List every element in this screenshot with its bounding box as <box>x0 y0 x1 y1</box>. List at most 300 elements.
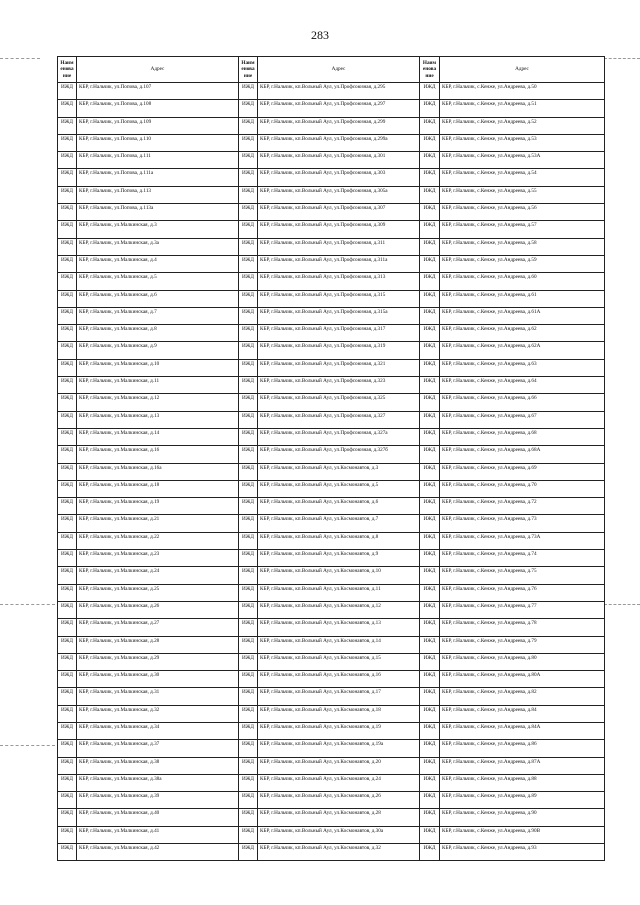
address-cell: КБР, г.Нальчик, кп.Вольный Аул, ул.Профсоюзная, д.325 <box>258 394 420 411</box>
address-cell: КБР, г.Нальчик, с.Кенже, ул.Андреева, д.87А <box>440 757 605 774</box>
table-row <box>58 498 605 515</box>
scan-margin-line <box>604 58 640 59</box>
table-row <box>58 152 605 169</box>
table-row <box>58 826 605 843</box>
address-cell: КБР, г.Нальчик, с.Кенже, ул.Андреева, д.84А <box>440 722 605 739</box>
object-type-cell: ИЖД <box>420 567 440 584</box>
object-type-cell: ИЖД <box>239 238 258 255</box>
address-cell: КБР, г.Нальчик, кп.Вольный Аул, ул.Космонавтов, д.24 <box>258 774 420 791</box>
object-type-cell: ИЖД <box>58 221 77 238</box>
table-row <box>58 722 605 739</box>
address-cell: КБР, г.Нальчик, с.Кенже, ул.Андреева, д.69 <box>440 463 605 480</box>
address-cell: КБР, г.Нальчик, кп.Вольный Аул, ул.Профсоюзная, д.327б <box>258 446 420 463</box>
address-cell: КБР, г.Нальчик, ул.Малкинская, д.30 <box>77 671 239 688</box>
address-cell: КБР, г.Нальчик, ул.Малкинская, д.19 <box>77 498 239 515</box>
address-cell: КБР, г.Нальчик, кп.Вольный Аул, ул.Космонавтов, д.28 <box>258 809 420 826</box>
address-cell: КБР, г.Нальчик, ул.Малкинская, д.40 <box>77 809 239 826</box>
address-cell: КБР, г.Нальчик, с.Кенже, ул.Андреева, д.77 <box>440 601 605 618</box>
object-type-cell: ИЖД <box>420 273 440 290</box>
object-type-cell: ИЖД <box>420 394 440 411</box>
address-cell: КБР, г.Нальчик, ул.Малкинская, д.13 <box>77 411 239 428</box>
object-type-cell: ИЖД <box>239 515 258 532</box>
address-cell: КБР, г.Нальчик, ул.Малкинская, д.7 <box>77 307 239 324</box>
object-type-cell: ИЖД <box>58 688 77 705</box>
object-type-cell: ИЖД <box>420 532 440 549</box>
object-type-cell: ИЖД <box>239 169 258 186</box>
address-cell: КБР, г.Нальчик, с.Кенже, ул.Андреева, д.64 <box>440 377 605 394</box>
table-row <box>58 757 605 774</box>
object-type-cell: ИЖД <box>420 740 440 757</box>
address-column-header: Адрес <box>258 57 420 83</box>
table-row <box>58 671 605 688</box>
object-type-cell: ИЖД <box>239 550 258 567</box>
table-row <box>58 100 605 117</box>
address-cell: КБР, г.Нальчик, с.Кенже, ул.Андреева, д.51 <box>440 100 605 117</box>
object-type-cell: ИЖД <box>58 515 77 532</box>
address-cell: КБР, г.Нальчик, кп.Вольный Аул, ул.Профсоюзная, д.303 <box>258 169 420 186</box>
object-type-cell: ИЖД <box>239 567 258 584</box>
object-type-cell: ИЖД <box>420 463 440 480</box>
address-cell: КБР, г.Нальчик, ул.Малкинская, д.23 <box>77 550 239 567</box>
object-type-cell: ИЖД <box>239 463 258 480</box>
object-type-cell: ИЖД <box>420 705 440 722</box>
table-header-row <box>58 57 605 83</box>
object-type-cell: ИЖД <box>239 601 258 618</box>
object-type-cell: ИЖД <box>420 83 440 100</box>
address-cell: КБР, г.Нальчик, с.Кенже, ул.Андреева, д.86 <box>440 740 605 757</box>
object-type-cell: ИЖД <box>58 238 77 255</box>
address-cell: КБР, г.Нальчик, кп.Вольный Аул, ул.Космонавтов, д.13 <box>258 619 420 636</box>
object-type-cell: ИЖД <box>239 152 258 169</box>
table-row <box>58 653 605 670</box>
table-row <box>58 774 605 791</box>
address-cell: КБР, г.Нальчик, ул.Попова, д.111 <box>77 152 239 169</box>
address-cell: КБР, г.Нальчик, кп.Вольный Аул, ул.Профсоюзная, д.317 <box>258 325 420 342</box>
object-type-cell: ИЖД <box>420 498 440 515</box>
address-cell: КБР, г.Нальчик, ул.Попова, д.107 <box>77 83 239 100</box>
object-type-cell: ИЖД <box>239 740 258 757</box>
object-type-cell: ИЖД <box>58 463 77 480</box>
object-type-cell: ИЖД <box>58 152 77 169</box>
address-cell: КБР, г.Нальчик, кп.Вольный Аул, ул.Космонавтов, д.5 <box>258 480 420 497</box>
address-cell: КБР, г.Нальчик, ул.Малкинская, д.22 <box>77 532 239 549</box>
address-cell: КБР, г.Нальчик, ул.Малкинская, д.32 <box>77 705 239 722</box>
address-cell: КБР, г.Нальчик, ул.Малкинская, д.29 <box>77 653 239 670</box>
address-cell: КБР, г.Нальчик, ул.Малкинская, д.34 <box>77 722 239 739</box>
table-row <box>58 186 605 203</box>
object-type-cell: ИЖД <box>58 307 77 324</box>
object-type-cell: ИЖД <box>239 394 258 411</box>
object-type-cell: ИЖД <box>420 809 440 826</box>
object-type-cell: ИЖД <box>420 238 440 255</box>
object-type-cell: ИЖД <box>58 584 77 601</box>
address-cell: КБР, г.Нальчик, ул.Попова, д.113а <box>77 204 239 221</box>
address-cell: КБР, г.Нальчик, с.Кенже, ул.Андреева, д.90 <box>440 809 605 826</box>
table-row <box>58 359 605 376</box>
address-cell: КБР, г.Нальчик, с.Кенже, ул.Андреева, д.75 <box>440 567 605 584</box>
table-row <box>58 238 605 255</box>
address-cell: КБР, г.Нальчик, кп.Вольный Аул, ул.Профсоюзная, д.327а <box>258 428 420 445</box>
address-cell: КБР, г.Нальчик, кп.Вольный Аул, ул.Космонавтов, д.15 <box>258 653 420 670</box>
object-type-cell: ИЖД <box>420 601 440 618</box>
address-cell: КБР, г.Нальчик, с.Кенже, ул.Андреева, д.57 <box>440 221 605 238</box>
address-cell: КБР, г.Нальчик, с.Кенже, ул.Андреева, д.93 <box>440 844 605 861</box>
address-cell: КБР, г.Нальчик, с.Кенже, ул.Андреева, д.55 <box>440 186 605 203</box>
object-type-cell: ИЖД <box>58 774 77 791</box>
object-type-cell: ИЖД <box>420 428 440 445</box>
address-cell: КБР, г.Нальчик, с.Кенже, ул.Андреева, д.67 <box>440 411 605 428</box>
type-column-header: Наим енова ние <box>239 57 258 83</box>
table-row <box>58 273 605 290</box>
address-column-header: Адрес <box>77 57 239 83</box>
address-cell: КБР, г.Нальчик, с.Кенже, ул.Андреева, д.56 <box>440 204 605 221</box>
object-type-cell: ИЖД <box>239 705 258 722</box>
object-type-cell: ИЖД <box>420 342 440 359</box>
object-type-cell: ИЖД <box>239 377 258 394</box>
address-cell: КБР, г.Нальчик, ул.Малкинская, д.27 <box>77 619 239 636</box>
address-cell: КБР, г.Нальчик, с.Кенже, ул.Андреева, д.52 <box>440 117 605 134</box>
table-row <box>58 307 605 324</box>
address-cell: КБР, г.Нальчик, ул.Малкинская, д.41 <box>77 826 239 843</box>
address-cell: КБР, г.Нальчик, с.Кенже, ул.Андреева, д.62 <box>440 325 605 342</box>
address-cell: КБР, г.Нальчик, кп.Вольный Аул, ул.Профсоюзная, д.301 <box>258 152 420 169</box>
address-cell: КБР, г.Нальчик, кп.Вольный Аул, ул.Космонавтов, д.10 <box>258 567 420 584</box>
address-cell: КБР, г.Нальчик, ул.Попова, д.110 <box>77 134 239 151</box>
address-cell: КБР, г.Нальчик, кп.Вольный Аул, ул.Профсоюзная, д.299 <box>258 117 420 134</box>
address-cell: КБР, г.Нальчик, ул.Малкинская, д.12 <box>77 394 239 411</box>
object-type-cell: ИЖД <box>420 325 440 342</box>
address-cell: КБР, г.Нальчик, с.Кенже, ул.Андреева, д.53А <box>440 152 605 169</box>
object-type-cell: ИЖД <box>420 221 440 238</box>
address-cell: КБР, г.Нальчик, ул.Малкинская, д.16а <box>77 463 239 480</box>
object-type-cell: ИЖД <box>58 394 77 411</box>
table-row <box>58 446 605 463</box>
object-type-cell: ИЖД <box>420 792 440 809</box>
object-type-cell: ИЖД <box>239 844 258 861</box>
object-type-cell: ИЖД <box>58 826 77 843</box>
address-cell: КБР, г.Нальчик, кп.Вольный Аул, ул.Профсоюзная, д.327 <box>258 411 420 428</box>
address-cell: КБР, г.Нальчик, ул.Малкинская, д.4 <box>77 255 239 272</box>
address-cell: КБР, г.Нальчик, кп.Вольный Аул, ул.Профсоюзная, д.323 <box>258 377 420 394</box>
object-type-cell: ИЖД <box>420 411 440 428</box>
address-cell: КБР, г.Нальчик, ул.Малкинская, д.11 <box>77 377 239 394</box>
object-type-cell: ИЖД <box>420 290 440 307</box>
address-cell: КБР, г.Нальчик, ул.Попова, д.113 <box>77 186 239 203</box>
address-cell: КБР, г.Нальчик, с.Кенже, ул.Андреева, д.70 <box>440 480 605 497</box>
object-type-cell: ИЖД <box>420 359 440 376</box>
object-type-cell: ИЖД <box>420 774 440 791</box>
address-cell: КБР, г.Нальчик, с.Кенже, ул.Андреева, д.80А <box>440 671 605 688</box>
address-cell: КБР, г.Нальчик, кп.Вольный Аул, ул.Космонавтов, д.20 <box>258 757 420 774</box>
address-cell: КБР, г.Нальчик, с.Кенже, ул.Андреева, д.66 <box>440 394 605 411</box>
object-type-cell: ИЖД <box>58 550 77 567</box>
object-type-cell: ИЖД <box>420 757 440 774</box>
address-cell: КБР, г.Нальчик, с.Кенже, ул.Андреева, д.84 <box>440 705 605 722</box>
object-type-cell: ИЖД <box>239 446 258 463</box>
object-type-cell: ИЖД <box>420 134 440 151</box>
address-cell: КБР, г.Нальчик, кп.Вольный Аул, ул.Космонавтов, д.17 <box>258 688 420 705</box>
object-type-cell: ИЖД <box>58 757 77 774</box>
address-cell: КБР, г.Нальчик, с.Кенже, ул.Андреева, д.73А <box>440 532 605 549</box>
address-cell: КБР, г.Нальчик, с.Кенже, ул.Андреева, д.50 <box>440 83 605 100</box>
address-cell: КБР, г.Нальчик, ул.Малкинская, д.18 <box>77 480 239 497</box>
object-type-cell: ИЖД <box>420 117 440 134</box>
address-cell: КБР, г.Нальчик, кп.Вольный Аул, ул.Профсоюзная, д.315а <box>258 307 420 324</box>
table-row <box>58 83 605 100</box>
address-cell: КБР, г.Нальчик, кп.Вольный Аул, ул.Космонавтов, д.11 <box>258 584 420 601</box>
object-type-cell: ИЖД <box>58 480 77 497</box>
address-cell: КБР, г.Нальчик, ул.Попова, д.108 <box>77 100 239 117</box>
address-cell: КБР, г.Нальчик, ул.Малкинская, д.14 <box>77 428 239 445</box>
type-column-header: Наим енова ние <box>58 57 77 83</box>
address-cell: КБР, г.Нальчик, ул.Малкинская, д.21 <box>77 515 239 532</box>
object-type-cell: ИЖД <box>239 532 258 549</box>
address-cell: КБР, г.Нальчик, с.Кенже, ул.Андреева, д.90В <box>440 826 605 843</box>
object-type-cell: ИЖД <box>239 498 258 515</box>
object-type-cell: ИЖД <box>58 204 77 221</box>
object-type-cell: ИЖД <box>239 273 258 290</box>
scan-margin-line <box>0 604 55 605</box>
object-type-cell: ИЖД <box>239 688 258 705</box>
object-type-cell: ИЖД <box>58 359 77 376</box>
table-row <box>58 325 605 342</box>
object-type-cell: ИЖД <box>58 134 77 151</box>
address-cell: КБР, г.Нальчик, ул.Малкинская, д.8 <box>77 325 239 342</box>
object-type-cell: ИЖД <box>420 480 440 497</box>
address-cell: КБР, г.Нальчик, кп.Вольный Аул, ул.Космонавтов, д.9 <box>258 550 420 567</box>
table-row <box>58 688 605 705</box>
object-type-cell: ИЖД <box>58 722 77 739</box>
address-cell: КБР, г.Нальчик, ул.Малкинская, д.42 <box>77 844 239 861</box>
table-row <box>58 463 605 480</box>
address-cell: КБР, г.Нальчик, ул.Малкинская, д.16 <box>77 446 239 463</box>
object-type-cell: ИЖД <box>420 255 440 272</box>
object-type-cell: ИЖД <box>239 204 258 221</box>
object-type-cell: ИЖД <box>58 342 77 359</box>
object-type-cell: ИЖД <box>58 273 77 290</box>
table-body <box>58 83 605 861</box>
address-cell: КБР, г.Нальчик, с.Кенже, ул.Андреева, д.74 <box>440 550 605 567</box>
address-cell: КБР, г.Нальчик, с.Кенже, ул.Андреева, д.54 <box>440 169 605 186</box>
address-cell: КБР, г.Нальчик, с.Кенже, ул.Андреева, д.63 <box>440 359 605 376</box>
object-type-cell: ИЖД <box>239 186 258 203</box>
object-type-cell: ИЖД <box>420 204 440 221</box>
scan-margin-line <box>0 745 55 746</box>
table-row <box>58 411 605 428</box>
object-type-cell: ИЖД <box>58 792 77 809</box>
object-type-cell: ИЖД <box>58 601 77 618</box>
address-cell: КБР, г.Нальчик, с.Кенже, ул.Андреева, д.80 <box>440 653 605 670</box>
object-type-cell: ИЖД <box>420 152 440 169</box>
object-type-cell: ИЖД <box>420 186 440 203</box>
table-row <box>58 255 605 272</box>
address-cell: КБР, г.Нальчик, кп.Вольный Аул, ул.Профсоюзная, д.297 <box>258 100 420 117</box>
object-type-cell: ИЖД <box>58 809 77 826</box>
object-type-cell: ИЖД <box>420 636 440 653</box>
address-cell: КБР, г.Нальчик, кп.Вольный Аул, ул.Профсоюзная, д.311а <box>258 255 420 272</box>
address-cell: КБР, г.Нальчик, кп.Вольный Аул, ул.Космонавтов, д.3 <box>258 463 420 480</box>
object-type-cell: ИЖД <box>58 844 77 861</box>
table-row <box>58 567 605 584</box>
object-type-cell: ИЖД <box>58 325 77 342</box>
table-row <box>58 809 605 826</box>
table-row <box>58 792 605 809</box>
object-type-cell: ИЖД <box>58 290 77 307</box>
address-cell: КБР, г.Нальчик, ул.Малкинская, д.39 <box>77 792 239 809</box>
address-cell: КБР, г.Нальчик, с.Кенже, ул.Андреева, д.59 <box>440 255 605 272</box>
address-cell: КБР, г.Нальчик, кп.Вольный Аул, ул.Профсоюзная, д.321 <box>258 359 420 376</box>
address-cell: КБР, г.Нальчик, ул.Попова, д.109 <box>77 117 239 134</box>
object-type-cell: ИЖД <box>239 221 258 238</box>
address-cell: КБР, г.Нальчик, кп.Вольный Аул, ул.Космонавтов, д.18 <box>258 705 420 722</box>
scan-margin-line <box>604 604 640 605</box>
table-row <box>58 342 605 359</box>
address-cell: КБР, г.Нальчик, ул.Попова, д.111а <box>77 169 239 186</box>
address-cell: КБР, г.Нальчик, кп.Вольный Аул, ул.Космонавтов, д.19 <box>258 722 420 739</box>
address-cell: КБР, г.Нальчик, кп.Вольный Аул, ул.Космонавтов, д.8 <box>258 532 420 549</box>
table-row <box>58 204 605 221</box>
address-cell: КБР, г.Нальчик, кп.Вольный Аул, ул.Профсоюзная, д.319 <box>258 342 420 359</box>
address-cell: КБР, г.Нальчик, кп.Вольный Аул, ул.Профсоюзная, д.315 <box>258 290 420 307</box>
object-type-cell: ИЖД <box>58 653 77 670</box>
address-cell: КБР, г.Нальчик, с.Кенже, ул.Андреева, д.79 <box>440 636 605 653</box>
address-cell: КБР, г.Нальчик, кп.Вольный Аул, ул.Космонавтов, д.16 <box>258 671 420 688</box>
table-row <box>58 377 605 394</box>
object-type-cell: ИЖД <box>239 671 258 688</box>
table-row <box>58 532 605 549</box>
address-cell: КБР, г.Нальчик, кп.Вольный Аул, ул.Профсоюзная, д.305а <box>258 186 420 203</box>
page-number: 283 <box>311 28 329 42</box>
object-type-cell: ИЖД <box>420 722 440 739</box>
address-cell: КБР, г.Нальчик, с.Кенже, ул.Андреева, д.61 <box>440 290 605 307</box>
address-register-table <box>57 56 605 861</box>
table-row <box>58 221 605 238</box>
object-type-cell: ИЖД <box>58 705 77 722</box>
object-type-cell: ИЖД <box>239 134 258 151</box>
address-cell: КБР, г.Нальчик, кп.Вольный Аул, ул.Космонавтов, д.7 <box>258 515 420 532</box>
object-type-cell: ИЖД <box>58 636 77 653</box>
object-type-cell: ИЖД <box>420 377 440 394</box>
object-type-cell: ИЖД <box>239 722 258 739</box>
object-type-cell: ИЖД <box>239 290 258 307</box>
address-cell: КБР, г.Нальчик, с.Кенже, ул.Андреева, д.88 <box>440 774 605 791</box>
object-type-cell: ИЖД <box>420 688 440 705</box>
object-type-cell: ИЖД <box>239 117 258 134</box>
address-cell: КБР, г.Нальчик, кп.Вольный Аул, ул.Профсоюзная, д.313 <box>258 273 420 290</box>
object-type-cell: ИЖД <box>239 480 258 497</box>
address-cell: КБР, г.Нальчик, кп.Вольный Аул, ул.Профсоюзная, д.311 <box>258 238 420 255</box>
object-type-cell: ИЖД <box>239 792 258 809</box>
object-type-cell: ИЖД <box>239 342 258 359</box>
object-type-cell: ИЖД <box>420 844 440 861</box>
address-cell: КБР, г.Нальчик, ул.Малкинская, д.38а <box>77 774 239 791</box>
address-cell: КБР, г.Нальчик, с.Кенже, ул.Андреева, д.73 <box>440 515 605 532</box>
address-cell: КБР, г.Нальчик, кп.Вольный Аул, ул.Космонавтов, д.32 <box>258 844 420 861</box>
object-type-cell: ИЖД <box>420 653 440 670</box>
address-cell: КБР, г.Нальчик, ул.Малкинская, д.38 <box>77 757 239 774</box>
address-cell: КБР, г.Нальчик, ул.Малкинская, д.6 <box>77 290 239 307</box>
table-row <box>58 550 605 567</box>
object-type-cell: ИЖД <box>239 653 258 670</box>
table-row <box>58 844 605 861</box>
object-type-cell: ИЖД <box>58 532 77 549</box>
object-type-cell: ИЖД <box>420 446 440 463</box>
address-cell: КБР, г.Нальчик, кп.Вольный Аул, ул.Профсоюзная, д.309 <box>258 221 420 238</box>
address-cell: КБР, г.Нальчик, с.Кенже, ул.Андреева, д.76 <box>440 584 605 601</box>
object-type-cell: ИЖД <box>239 757 258 774</box>
object-type-cell: ИЖД <box>420 826 440 843</box>
object-type-cell: ИЖД <box>58 100 77 117</box>
object-type-cell: ИЖД <box>239 255 258 272</box>
object-type-cell: ИЖД <box>239 83 258 100</box>
object-type-cell: ИЖД <box>239 100 258 117</box>
object-type-cell: ИЖД <box>58 740 77 757</box>
object-type-cell: ИЖД <box>420 550 440 567</box>
address-cell: КБР, г.Нальчик, кп.Вольный Аул, ул.Космонавтов, д.30а <box>258 826 420 843</box>
object-type-cell: ИЖД <box>420 584 440 601</box>
object-type-cell: ИЖД <box>58 169 77 186</box>
table-row <box>58 480 605 497</box>
object-type-cell: ИЖД <box>58 117 77 134</box>
address-cell: КБР, г.Нальчик, с.Кенже, ул.Андреева, д.61А <box>440 307 605 324</box>
address-cell: КБР, г.Нальчик, с.Кенже, ул.Андреева, д.89 <box>440 792 605 809</box>
address-cell: КБР, г.Нальчик, ул.Малкинская, д.3 <box>77 221 239 238</box>
address-cell: КБР, г.Нальчик, кп.Вольный Аул, ул.Космонавтов, д.19а <box>258 740 420 757</box>
object-type-cell: ИЖД <box>58 428 77 445</box>
address-cell: КБР, г.Нальчик, с.Кенже, ул.Андреева, д.58 <box>440 238 605 255</box>
object-type-cell: ИЖД <box>239 428 258 445</box>
address-cell: КБР, г.Нальчик, кп.Вольный Аул, ул.Профсоюзная, д.295 <box>258 83 420 100</box>
address-cell: КБР, г.Нальчик, с.Кенже, ул.Андреева, д.53 <box>440 134 605 151</box>
object-type-cell: ИЖД <box>58 498 77 515</box>
object-type-cell: ИЖД <box>58 411 77 428</box>
address-cell: КБР, г.Нальчик, с.Кенже, ул.Андреева, д.68А <box>440 446 605 463</box>
table-row <box>58 117 605 134</box>
address-column-header: Адрес <box>440 57 605 83</box>
table-row <box>58 619 605 636</box>
object-type-cell: ИЖД <box>239 619 258 636</box>
address-cell: КБР, г.Нальчик, с.Кенже, ул.Андреева, д.60 <box>440 273 605 290</box>
table-row <box>58 584 605 601</box>
address-cell: КБР, г.Нальчик, ул.Малкинская, д.10 <box>77 359 239 376</box>
object-type-cell: ИЖД <box>420 100 440 117</box>
address-cell: КБР, г.Нальчик, ул.Малкинская, д.24 <box>77 567 239 584</box>
address-cell: КБР, г.Нальчик, ул.Малкинская, д.26 <box>77 601 239 618</box>
address-cell: КБР, г.Нальчик, ул.Малкинская, д.5 <box>77 273 239 290</box>
object-type-cell: ИЖД <box>239 325 258 342</box>
address-cell: КБР, г.Нальчик, с.Кенже, ул.Андреева, д.62А <box>440 342 605 359</box>
table-row <box>58 636 605 653</box>
object-type-cell: ИЖД <box>58 83 77 100</box>
address-cell: КБР, г.Нальчик, ул.Малкинская, д.25 <box>77 584 239 601</box>
table-row <box>58 705 605 722</box>
address-cell: КБР, г.Нальчик, с.Кенже, ул.Андреева, д.68 <box>440 428 605 445</box>
object-type-cell: ИЖД <box>239 774 258 791</box>
address-cell: КБР, г.Нальчик, ул.Малкинская, д.9 <box>77 342 239 359</box>
object-type-cell: ИЖД <box>58 619 77 636</box>
address-cell: КБР, г.Нальчик, ул.Малкинская, д.28 <box>77 636 239 653</box>
object-type-cell: ИЖД <box>58 377 77 394</box>
object-type-cell: ИЖД <box>58 186 77 203</box>
object-type-cell: ИЖД <box>239 826 258 843</box>
table-row <box>58 428 605 445</box>
object-type-cell: ИЖД <box>58 671 77 688</box>
table-row <box>58 134 605 151</box>
table-row <box>58 394 605 411</box>
object-type-cell: ИЖД <box>58 567 77 584</box>
address-cell: КБР, г.Нальчик, кп.Вольный Аул, ул.Космонавтов, д.14 <box>258 636 420 653</box>
object-type-cell: ИЖД <box>239 411 258 428</box>
